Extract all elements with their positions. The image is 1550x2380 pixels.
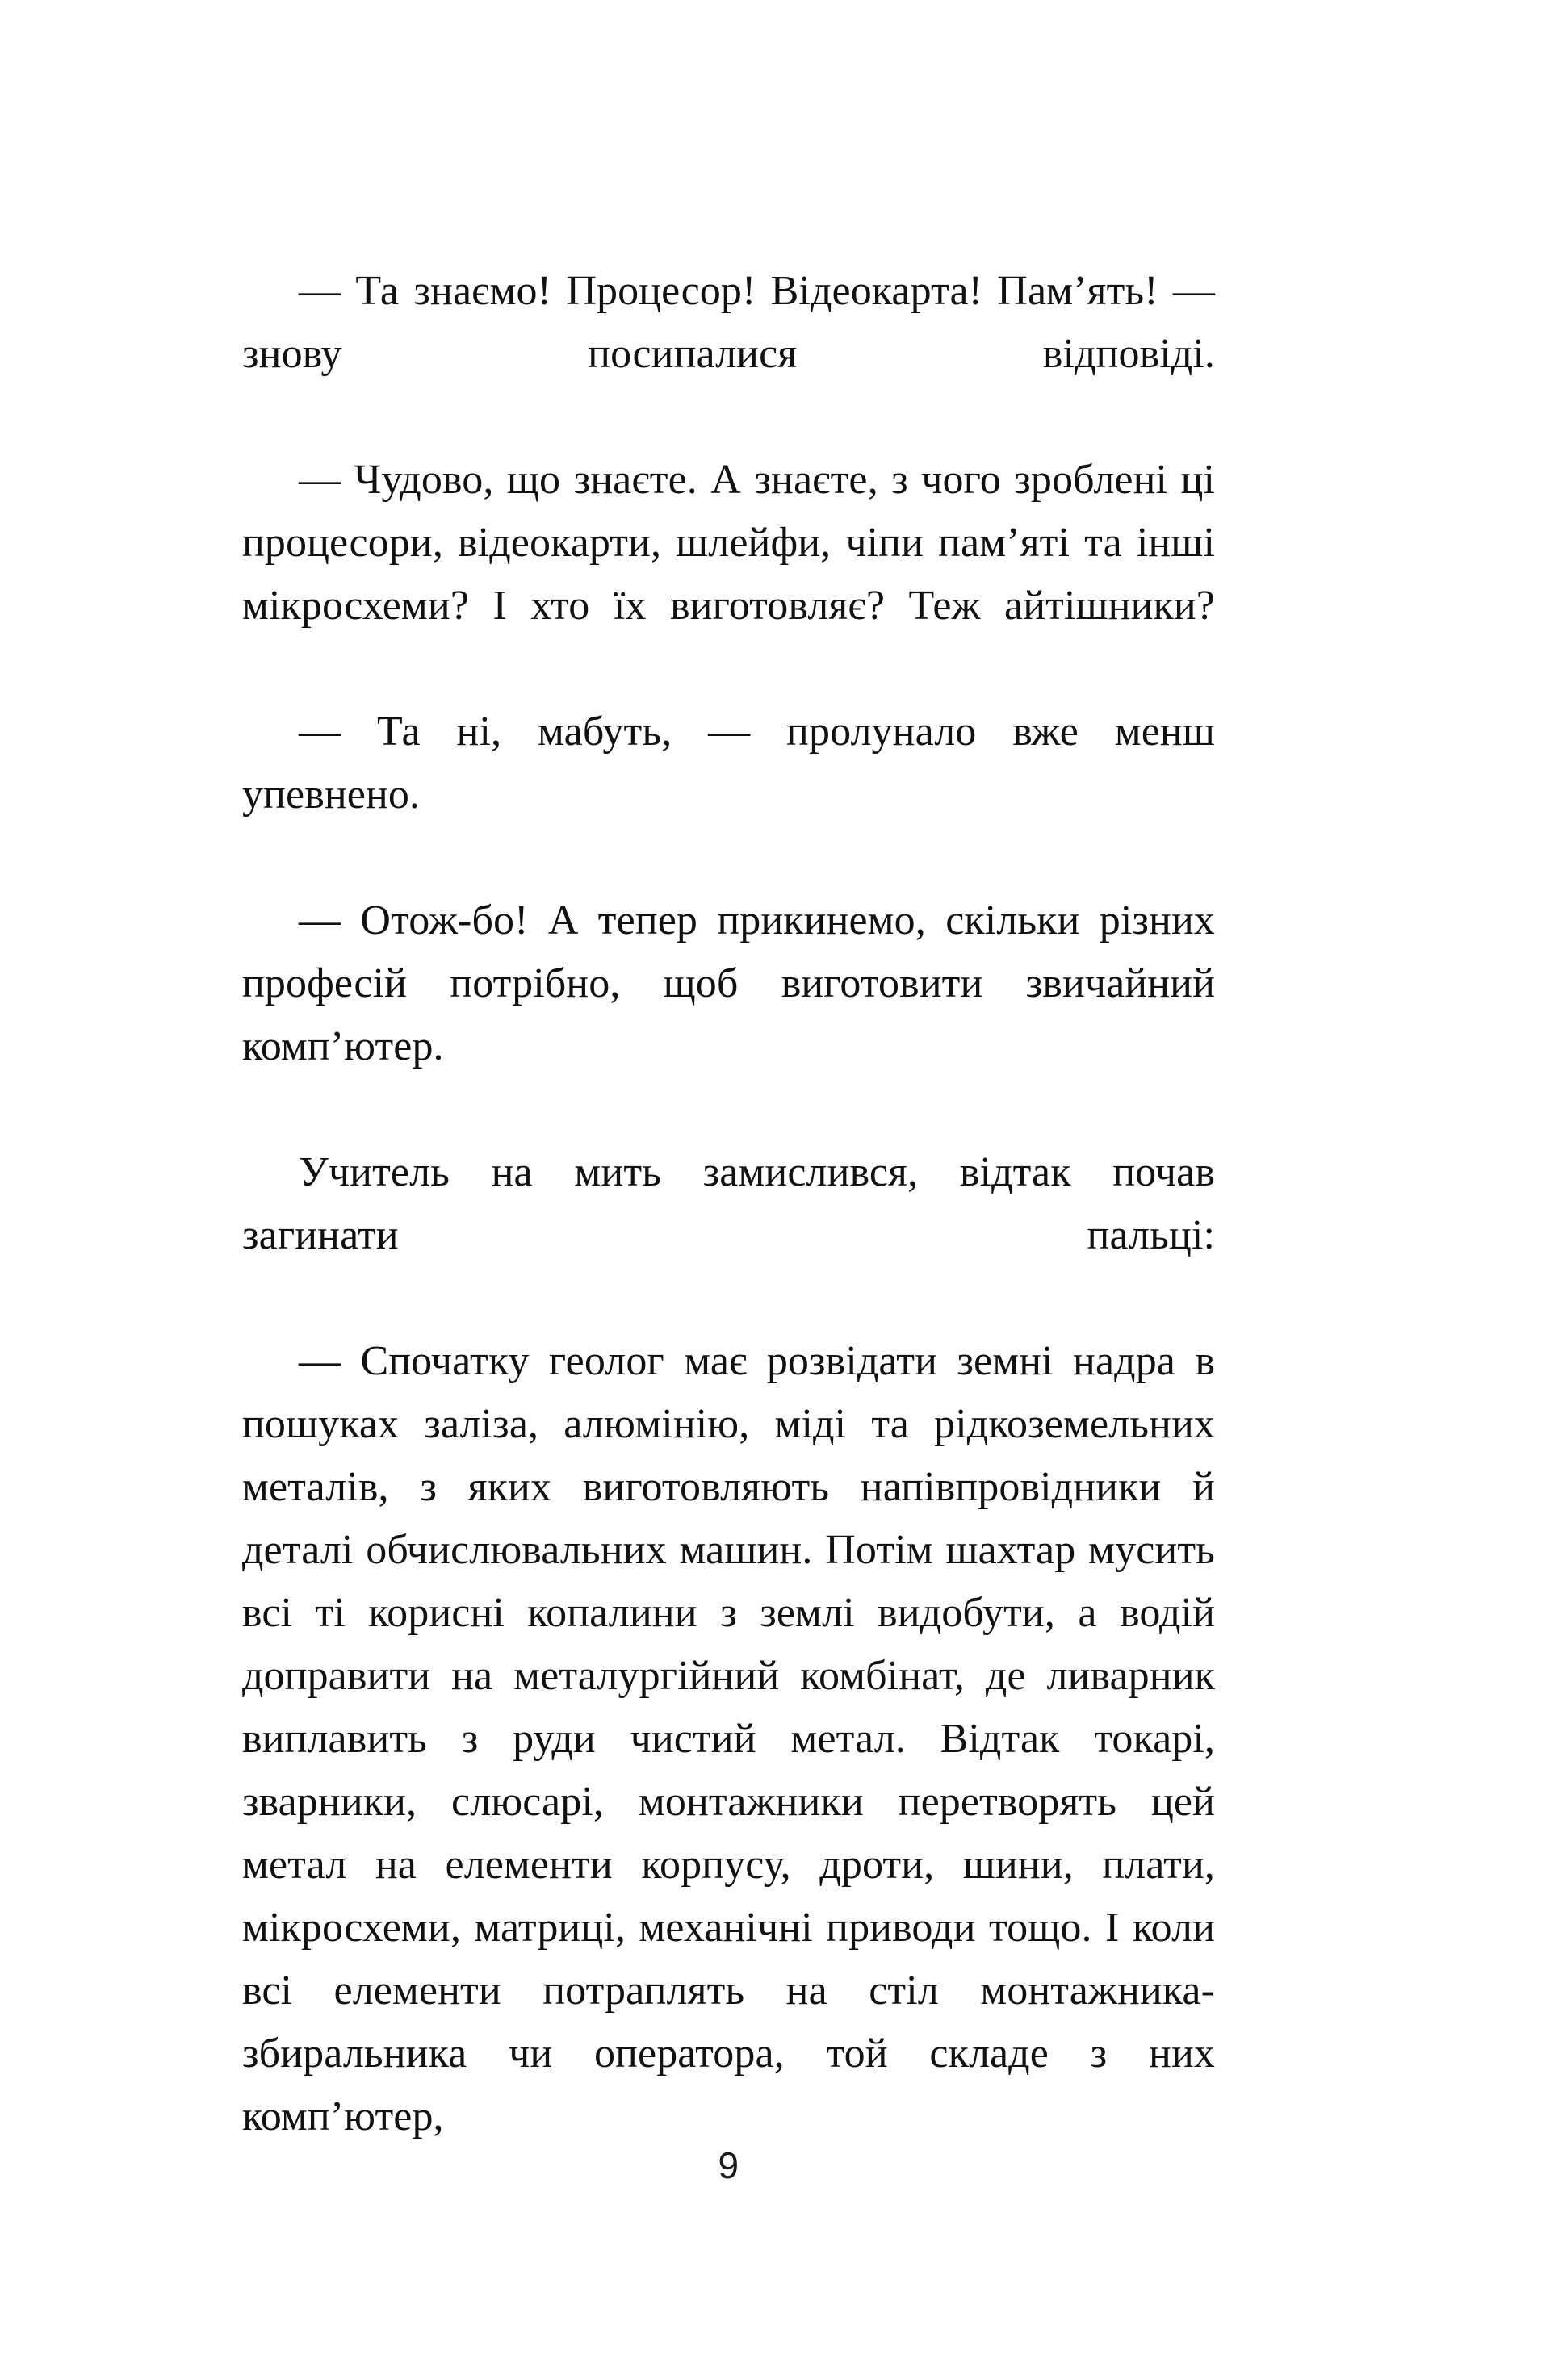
paragraph: Учитель на мить замислився, відтак почав загинати пальці: [242,1149,1215,1258]
paragraph: — Чудово, що знаєте. А знаєте, з чого зроблені ці процесори, відеокарти, шлейфи, чіпи пам’яті та інші мікросхеми? І хто їх виготовляє? Теж айтішники? [242,457,1215,629]
paragraph: — Та ні, мабуть, — пролунало вже менш упевнено. [242,709,1215,818]
paragraph: — Спочатку геолог має розвідати земні надра в пошуках заліза, алюмінію, міді та рідкоземельних металів, з яких виготовляють напівпровідники й деталі обчислювальних машин. Потім шахтар мусить всі ті корисні копалини з землі видобути, а водій доправити на металургійний комбінат, де ливарник виплавить з руди чистий метал. Відтак токарі, зварники, слюсарі, монтажники перетворять цей метал на елементи корпусу, дроти, шини, плати, мікросхеми, матриці, механічні приводи тощо. І коли всі елементи потраплять на стіл монтажника-збиральника чи оператора, той складе з них комп’ютер, [242,1338,1215,2139]
page-number: 9 [718,2144,739,2186]
paragraph: — Та знаємо! Процесор! Відеокарта! Пам’ять! — знову посипалися відповіді. [242,268,1215,377]
paragraph: — Отож-бо! А тепер прикинемо, скільки різних професій потрібно, щоб виготовити звичайний комп’ютер. [242,897,1215,1069]
page-text-block [242,260,1215,2211]
